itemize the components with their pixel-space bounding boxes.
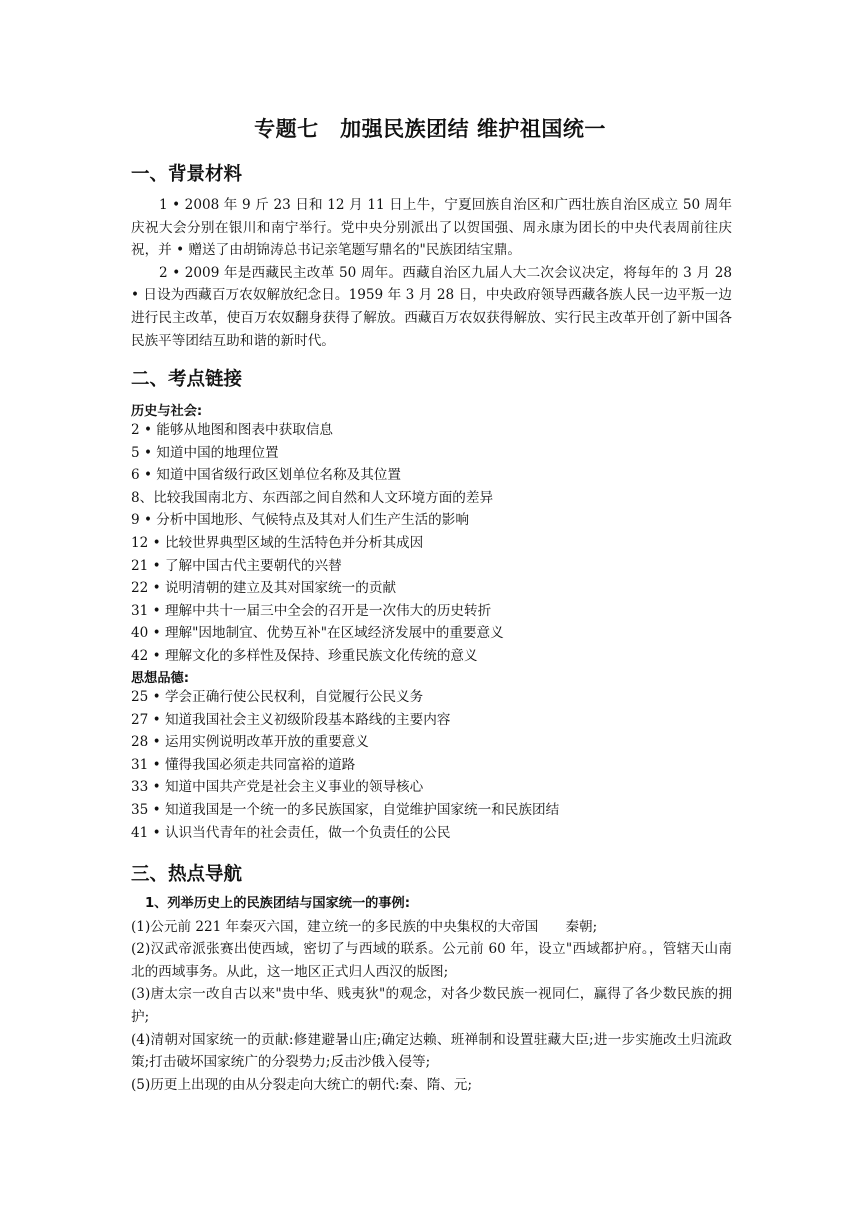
history-society-list [131, 419, 732, 668]
hot-topic-paragraph-5: (5)历更上出现的由从分裂走向大统亡的朝代:秦、隋、元; [131, 1076, 473, 1093]
list-item: 27 • 知道我国社会主义初级阶段基本路线的主要内容 [131, 711, 451, 728]
group-label-ideology-morality: 思想品德: [131, 671, 190, 686]
hot-topics-content [131, 893, 732, 1096]
list-item: 31 • 懂得我国必须走共同富裕的道路 [131, 756, 356, 773]
group-label-history-society: 历史与社会: [131, 404, 203, 419]
background-material [131, 194, 732, 352]
list-item: 5 • 知道中国的地理位置 [131, 444, 279, 461]
hot-topic-paragraph-1: (1)公元前 221 年秦灭六国，建立统一的多民族的中央集权的大帝国 秦朝; [131, 918, 598, 935]
background-paragraph-1: 1 • 2008 年 9 斤 23 日和 12 月 11 日上牛，宁夏回族自治区和广西壮族自治区成立 50 周年庆祝大会分别在银川和南宁举行。党中央分别派出了以贺国强、周永康为团长的中央代表周前往庆祝，并 • 赠送了由胡锦涛总书记亲笔题写鼎名的"民族团结宝鼎。 [131, 197, 732, 259]
list-item: 9 • 分析中国地形、气候特点及其对人们生产生活的影响 [131, 512, 469, 529]
list-item: 8、比较我国南北方、东西部之间自然和人文环境方面的差异 [131, 489, 494, 506]
background-paragraph-2: 2 • 2009 年是西藏民主改革 50 周年。西藏自治区九届人大二次会议决定，将每年的 3 月 28 • 日设为西藏百万农奴解放纪念日。1959 年 3 月 28 日，中央政府领导西藏各族人民一边平叛一边进行民主改革，使百万农奴翻身获得了解放。西藏百万农奴获得解放、实行民主改革开创了新中国各民族平等团结互助和谐的新时代。 [131, 264, 732, 349]
hot-topic-lead: 1、列举历史上的民族团结与国家统一的事例: [145, 896, 411, 911]
section-heading-background: 一、背景材料 [131, 164, 243, 185]
list-item: 6 • 知道中国省级行政区划单位名称及其位置 [131, 467, 401, 484]
hot-topic-paragraph-4: (4)清朝对国家统一的贡献:修建避暑山庄;确定达赖、班禅制和设置驻藏大臣;进一步实施改土归流政策;打击破坏国家统广的分裂势力;反击沙俄入侵等; [131, 1031, 732, 1071]
list-item: 25 • 学会正确行使公民权利，自觉履行公民义务 [131, 689, 424, 705]
list-item: 21 • 了解中国古代主要朝代的兴替 [131, 557, 342, 574]
page-title: 专题七 加强民族团结 维护祖国统一 [254, 117, 606, 141]
section-heading-hot-topics: 三、热点导航 [131, 864, 243, 885]
list-item: 28 • 运用实例说明改革开放的重要意义 [131, 734, 369, 751]
list-item: 40 • 理解"因地制宜、优势互补"在区域经济发展中的重要意义 [131, 625, 504, 642]
list-item: 33 • 知道中国共产党是社会主义事业的领导核心 [131, 779, 424, 796]
list-item: 42 • 理解文化的多样性及保持、珍重民族文化传统的意义 [131, 647, 478, 664]
list-item: 41 • 认识当代青年的社会责任，做一个负责任的公民 [131, 824, 451, 841]
list-item: 22 • 说明清朝的建立及其对国家统一的贡献 [131, 580, 397, 597]
list-item: 12 • 比较世界典型区域的生活特色并分析其成因 [131, 534, 424, 551]
hot-topic-paragraph-3: (3)唐太宗一改自古以来"贵中华、贱夷狄"的观念，对各少数民族一视同仁，赢得了各少数民族的拥护; [131, 986, 732, 1025]
ideology-morality-list [131, 686, 732, 844]
list-item: 35 • 知道我国是一个统一的多民族国家，自觉维护国家统一和民族团结 [131, 801, 560, 818]
hot-topic-paragraph-2: (2)汉武帝派张赛出使西域，密切了与西域的联系。公元前 60 年，设立"西域都护府。，管辖天山南北的西域事务。从此，这一地区正式归人西汉的版图; [131, 941, 732, 980]
section-heading-exam-points: 二、考点链接 [131, 369, 243, 390]
list-item: 2 • 能够从地图和图表中获取信息 [131, 422, 334, 438]
list-item: 31 • 理解中共十一届三中全会的召开是一次伟大的历史转折 [131, 602, 492, 619]
